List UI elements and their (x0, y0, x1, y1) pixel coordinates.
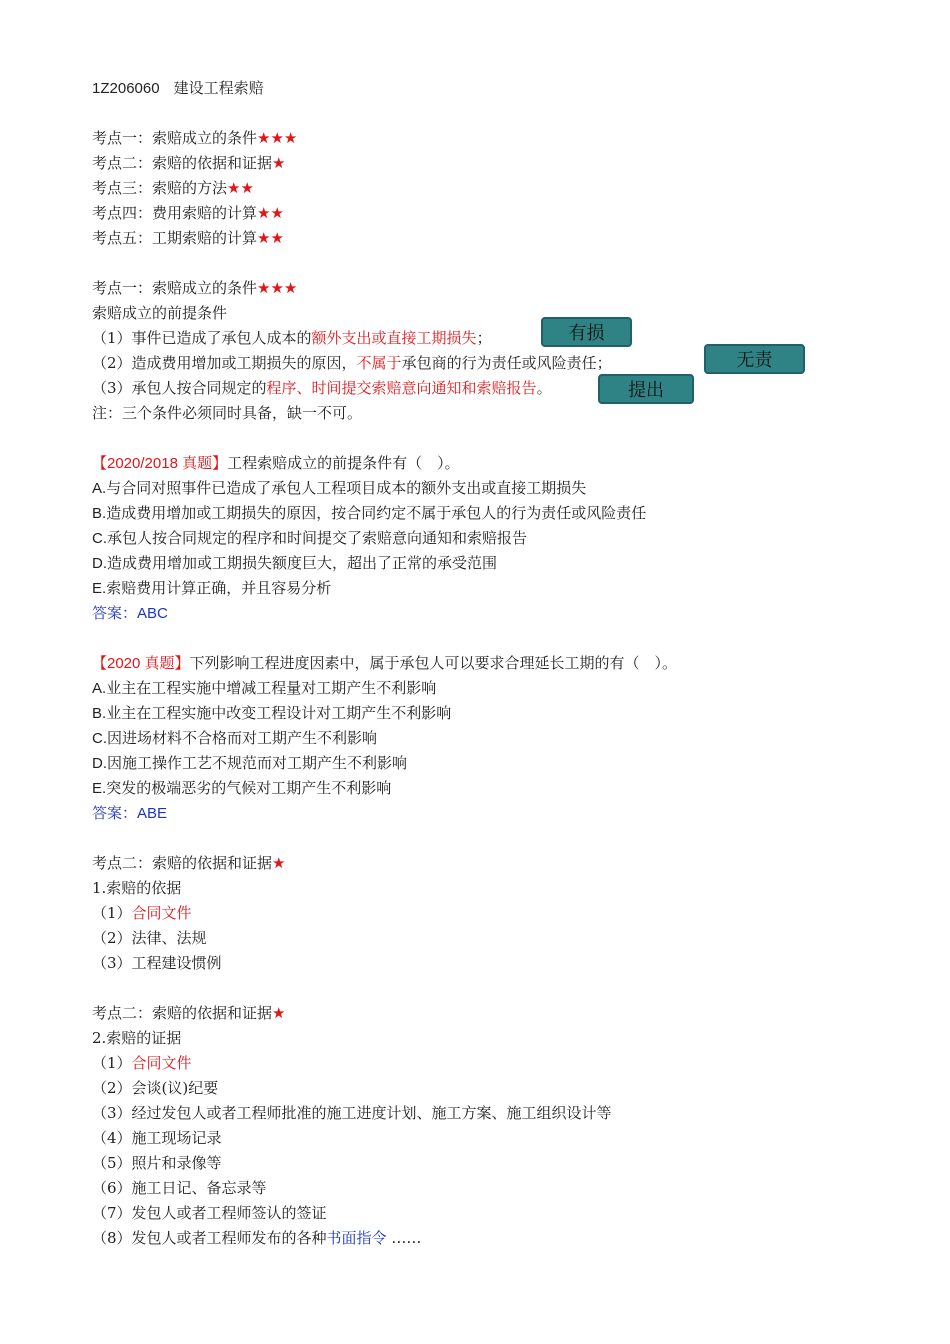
star-icon: ★★ (257, 204, 284, 222)
overview-item-4: 考点四：费用索赔的计算★★ (92, 204, 284, 222)
q2-option-b: B.业主在工程实施中改变工程设计对工期产生不利影响 (92, 704, 452, 722)
q1-option-a: A.与合同对照事件已造成了承包人工程项目成本的额外支出或直接工期损失 (92, 479, 587, 497)
q1-option-d: D.造成费用增加或工期损失额度巨大，超出了正常的承受范围 (92, 554, 498, 572)
overview-item-2: 考点二：索赔的依据和证据★ (92, 154, 286, 172)
q2-option-d: D.因施工操作工艺不规范而对工期产生不利影响 (92, 754, 408, 772)
evidence-item-3: （3）经过发包人或者工程师批准的施工进度计划、施工方案、施工组织设计等 (92, 1104, 612, 1122)
tag-loss: 有损 (541, 317, 632, 347)
star-icon: ★★★ (257, 279, 298, 297)
q1-answer-value: ABC (137, 605, 168, 622)
star-icon: ★ (272, 1004, 286, 1022)
section-code: 1Z206060 (92, 80, 160, 97)
star-icon: ★ (272, 854, 286, 872)
overview-item-5: 考点五：工期索赔的计算★★ (92, 229, 284, 247)
section1-subheading: 索赔成立的前提条件 (92, 304, 228, 322)
basis-item-2: （2）法律、法规 (92, 929, 207, 947)
overview-item-1: 考点一：索赔成立的条件★★★ (92, 129, 298, 147)
evidence-item-2: （2）会谈(议)纪要 (92, 1079, 219, 1097)
star-icon: ★★ (227, 179, 254, 197)
condition-3: （3）承包人按合同规定的程序、时间提交索赔意向通知和索赔报告。 (92, 379, 552, 397)
condition-1-highlight: 额外支出或直接工期损失 (311, 329, 477, 347)
section-title: 建设工程索赔 (173, 79, 264, 97)
question-2-tag: 【2020 真题】 (92, 655, 190, 672)
evidence-item-4: （4）施工现场记录 (92, 1129, 222, 1147)
condition-2-highlight: 不属于 (356, 354, 402, 372)
basis-item-1: （1）合同文件 (92, 904, 192, 922)
star-icon: ★ (272, 154, 286, 172)
evidence-item-7: （7）发包人或者工程师签认的签证 (92, 1204, 327, 1222)
star-icon: ★★★ (257, 129, 298, 147)
conditions-note: 注：三个条件必须同时具备，缺一不可。 (92, 404, 363, 422)
section2b-heading: 考点二：索赔的依据和证据★ (92, 1004, 286, 1022)
evidence-item-1: （1）合同文件 (92, 1054, 192, 1072)
document-page (92, 76, 872, 1251)
q1-answer: 答案：ABC (92, 604, 168, 622)
evidence-item-6: （6）施工日记、备忘录等 (92, 1179, 267, 1197)
tag-no-fault: 无责 (704, 344, 805, 374)
q1-option-c: C.承包人按合同规定的程序和时间提交了索赔意向通知和索赔报告 (92, 529, 528, 547)
question-2: 【2020 真题】下列影响工程进度因素中，属于承包人可以要求合理延长工期的有（ ）。 (92, 654, 678, 672)
section2b-subheading: 2.索赔的证据 (92, 1029, 182, 1047)
question-1-tag: 【2020/2018 真题】 (92, 455, 228, 472)
q2-option-a: A.业主在工程实施中增减工程量对工期产生不利影响 (92, 679, 437, 697)
q2-answer: 答案：ABE (92, 804, 168, 822)
question-1: 【2020/2018 真题】工程索赔成立的前提条件有（ ）。 (92, 454, 460, 472)
q1-option-e: E.索赔费用计算正确，并且容易分析 (92, 579, 332, 597)
evidence-item-8: （8）发包人或者工程师发布的各种书面指令 …… (92, 1229, 422, 1247)
basis-item-3: （3）工程建设惯例 (92, 954, 222, 972)
condition-2: （2）造成费用增加或工期损失的原因，不属于承包商的行为责任或风险责任； (92, 354, 612, 372)
section2a-subheading: 1.索赔的依据 (92, 879, 182, 897)
q2-option-c: C.因进场材料不合格而对工期产生不利影响 (92, 729, 378, 747)
q1-option-b: B.造成费用增加或工期损失的原因，按合同约定不属于承包人的行为责任或风险责任 (92, 504, 647, 522)
star-icon: ★★ (257, 229, 284, 247)
evidence-item-5: （5）照片和录像等 (92, 1154, 222, 1172)
q2-answer-value: ABE (137, 805, 168, 822)
condition-3-highlight: 程序、时间提交索赔意向通知和索赔报告 (266, 379, 537, 397)
evidence-item-8-highlight: 书面指令 (326, 1229, 387, 1247)
condition-1: （1）事件已造成了承包人成本的额外支出或直接工期损失； (92, 329, 492, 347)
tag-submit: 提出 (598, 374, 694, 404)
section2a-heading: 考点二：索赔的依据和证据★ (92, 854, 286, 872)
section1-heading: 考点一：索赔成立的条件★★★ (92, 279, 298, 297)
overview-item-3: 考点三：索赔的方法★★ (92, 179, 254, 197)
document-title (92, 76, 872, 101)
q2-option-e: E.突发的极端恶劣的气候对工期产生不利影响 (92, 779, 392, 797)
